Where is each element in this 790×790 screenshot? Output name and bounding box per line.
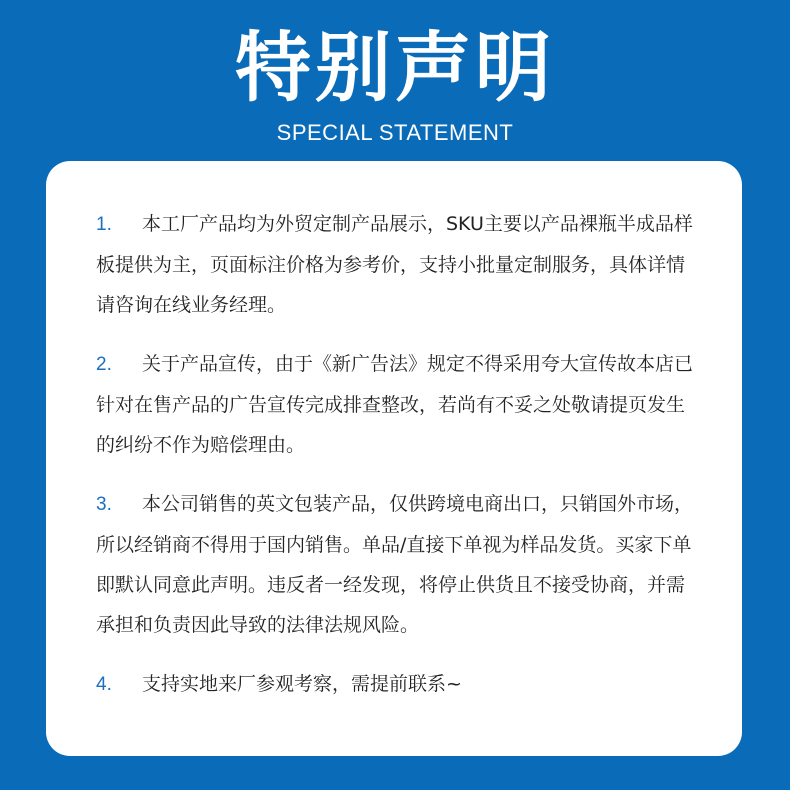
header [0,0,790,160]
item-number: 2. [96,354,112,375]
item-text: 本公司销售的英文包装产品，仅供跨境电商出口，只销国外市场，所以经销商不得用于国内销售。单品/直接下单视为样品发货。买家下单即默认同意此声明。违反者一经发现，将停止供货且不接受协商，并需承担和负责因此导致的法律法规风险。 [96,493,694,636]
item-text: 本工厂产品均为外贸定制产品展示，SKU主要以产品裸瓶半成品样板提供为主，页面标注价格为参考价，支持小批量定制服务，具体详情请咨询在线业务经理。 [96,213,693,316]
item-number: 1. [96,214,112,235]
item-number: 3. [96,494,112,515]
statement-card [46,161,742,756]
statement-item-1 [96,204,694,325]
page-subtitle: SPECIAL STATEMENT [276,120,514,145]
page-title: 特别声明 [235,23,555,112]
item-number: 4. [96,674,112,695]
statement-item-4 [96,664,694,705]
statement-item-3 [96,484,694,645]
statement-item-2 [96,344,694,465]
item-text: 支持实地来厂参观考察，需提前联系~ [142,673,462,695]
item-text: 关于产品宣传，由于《新广告法》规定不得采用夸大宣传故本店已针对在售产品的广告宣传完成排查整改，若尚有不妥之处敬请提页发生的纠纷不作为赔偿理由。 [96,353,694,456]
